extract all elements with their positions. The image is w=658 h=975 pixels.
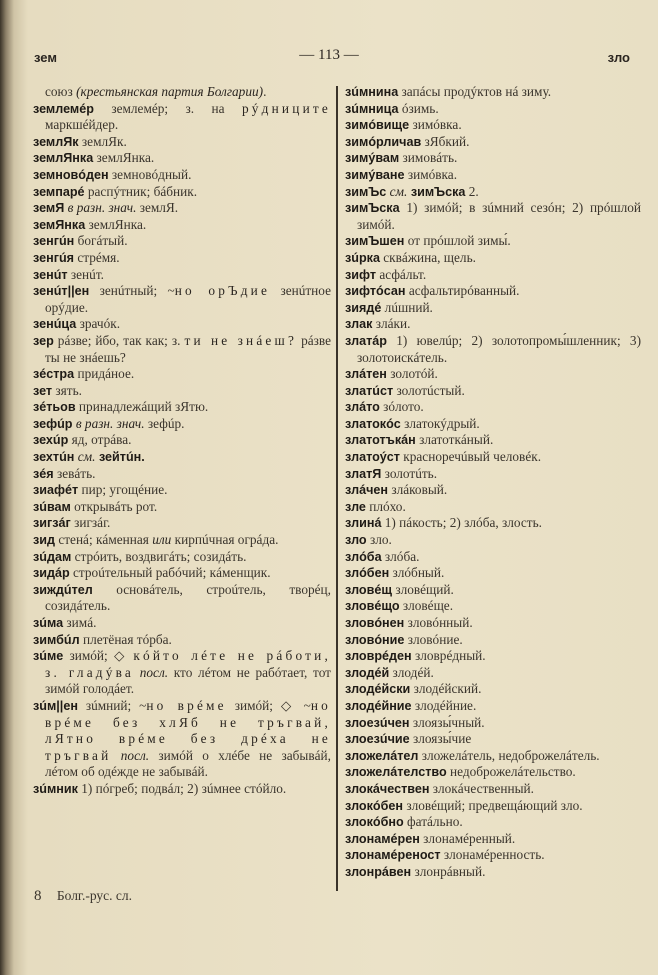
definition-text: открывáть рот. — [70, 498, 158, 514]
dictionary-entry — [345, 681, 641, 698]
signature-text: Болг.-рус. сл. — [56, 888, 132, 903]
dictionary-entry — [33, 283, 331, 316]
dictionary-entry — [345, 283, 641, 300]
dictionary-entry — [33, 781, 331, 798]
headword: злонамéрен — [345, 831, 420, 846]
definition-text: зефúр. — [144, 415, 185, 431]
headword: злáчен — [345, 483, 389, 498]
definition-text: рáзве; йбо, так как; з. — [53, 332, 185, 348]
definition-text: зимóвка. — [409, 117, 462, 133]
dictionary-entry — [33, 399, 331, 416]
headword: зехтúн — [33, 450, 75, 465]
headword: злоезúчие — [345, 732, 410, 747]
dictionary-entry — [345, 632, 641, 649]
headword: зидáр — [33, 566, 70, 581]
definition-text: фатáльно. — [403, 814, 463, 830]
italic-label: (крестьянская партия Болгарии) — [76, 84, 264, 99]
definition-text: распýтник; бáбник. — [84, 183, 198, 199]
definition-text: злокáчественный. — [429, 780, 535, 796]
headword: зенúца — [33, 317, 77, 332]
definition-text: яд, отрáва. — [68, 432, 132, 448]
dictionary-entry — [345, 366, 641, 383]
headword: зенúт — [33, 267, 68, 282]
headword: зúрка — [345, 250, 380, 265]
headword: землемéр — [33, 101, 94, 116]
definition-text: плетёная тóрба. — [79, 631, 172, 647]
dictionary-entry — [345, 814, 641, 831]
dictionary-entry — [345, 267, 641, 284]
dictionary-entry — [33, 698, 331, 781]
dictionary-entry — [345, 715, 641, 732]
definition-text: зрачóк. — [76, 316, 121, 332]
definition-text: зимóй о хлéбе не забывáй, лéтом об одéжде не забывáй. — [45, 747, 331, 780]
dictionary-entry — [33, 416, 331, 433]
dictionary-entry — [345, 167, 641, 184]
definition-text: золотúть. — [381, 465, 438, 481]
definition-text: принадлежáщий зЯтю. — [75, 399, 209, 415]
example-phrase: но орЪдие — [174, 283, 271, 299]
definition-text: земновóдный. — [108, 166, 192, 182]
dictionary-entry — [345, 598, 641, 615]
definition-text: придáное. — [74, 366, 135, 382]
headword: зехúр — [33, 433, 69, 448]
headword: зловéщ — [345, 582, 392, 597]
headword: зет — [33, 383, 53, 398]
headword: зловрéден — [345, 649, 412, 664]
headword: зенгúн — [33, 234, 75, 249]
definition-text: зенúт. — [67, 266, 104, 282]
headword: златЯ — [345, 466, 382, 481]
definition-text: рáзве ты не знáешь? — [45, 332, 331, 365]
dictionary-entry — [33, 250, 331, 267]
definition-text: недоброжелáтельство. — [446, 764, 576, 780]
dictionary-entry — [345, 449, 641, 466]
dictionary-entry — [345, 698, 641, 715]
definition-text: злóбный. — [389, 565, 445, 581]
headword: зид — [33, 533, 55, 548]
dictionary-entry — [345, 200, 641, 233]
definition-text: землЯ. — [136, 200, 179, 216]
definition-text: зенúтный; ~ — [89, 283, 175, 299]
dictionary-entry — [345, 582, 641, 599]
headword: зимЪска — [407, 184, 466, 199]
definition-text: от прóшлой зимы́. — [404, 233, 511, 249]
definition-text: кто лéтом не рабóтает, тот зимóй голодáет. — [45, 664, 331, 697]
dictionary-entry — [33, 499, 331, 516]
headword: зловóние — [345, 632, 405, 647]
definition-text: зимóвка. — [404, 166, 458, 182]
definition-text: 1) ювелúр; 2) золотопромы́шленник; 3) золотоискáтель. — [357, 332, 641, 365]
dictionary-entry — [345, 798, 641, 815]
definition-text: злáки. — [372, 316, 411, 332]
definition-text: пир; угощéние. — [78, 482, 168, 498]
column-divider — [336, 86, 338, 891]
dictionary-entry — [345, 184, 641, 201]
headword: земЯ — [33, 201, 65, 216]
headword: зловéщо — [345, 599, 400, 614]
definition-text: зловéще. — [399, 598, 454, 614]
example-phrase: но врéме — [146, 697, 227, 713]
headword: злак — [345, 317, 373, 332]
definition-text: 1) пóгреб; подвáл; 2) зúмнее стóйло. — [77, 780, 287, 796]
dictionary-entry — [345, 748, 641, 765]
definition-text: златоткáный. — [415, 432, 494, 448]
dictionary-entry — [345, 615, 641, 632]
definition-text: зимá. — [63, 615, 97, 630]
dictionary-entry — [33, 515, 331, 532]
italic-label: или — [152, 532, 172, 548]
headword: зифт — [345, 267, 377, 282]
headword: зéя — [33, 466, 54, 481]
headword: златáр — [345, 333, 387, 348]
signature-mark: 8 — [34, 888, 42, 904]
dictionary-entry — [345, 499, 641, 516]
dictionary-entry — [33, 632, 331, 649]
definition-text: землЯк. — [78, 133, 127, 149]
dictionary-entry — [33, 217, 331, 234]
headword: зиядé — [345, 300, 382, 315]
definition-text: маркшéйдер. — [45, 117, 119, 133]
definition-text: стрéмя. — [74, 249, 120, 265]
dictionary-entry — [345, 847, 641, 864]
definition-text: зловéщий; предвещáющий зло. — [403, 797, 583, 813]
headword: злонамéреност — [345, 848, 441, 863]
definition-text: злодéйние. — [411, 697, 477, 713]
definition-text: злáковый. — [388, 482, 448, 498]
italic-label: в разн. знач. — [72, 415, 145, 431]
dictionary-entry — [33, 449, 331, 466]
definition-text: зимовáть. — [399, 150, 458, 166]
dictionary-entry — [345, 399, 641, 416]
dictionary-entry — [33, 267, 331, 284]
headword: злóба — [345, 549, 382, 564]
dictionary-entry — [33, 432, 331, 449]
dictionary-entry — [345, 565, 641, 582]
dictionary-entry — [345, 482, 641, 499]
dictionary-entry — [345, 781, 641, 798]
left-column — [33, 84, 331, 798]
definition-text: кирпúчная огрáда. — [171, 532, 279, 548]
definition-text: óзимь. — [398, 100, 439, 116]
dictionary-entry — [33, 648, 331, 698]
headword: земпарé — [33, 184, 85, 199]
headword: зимýвам — [345, 151, 400, 166]
headword: златоýст — [345, 450, 400, 465]
page-footer — [34, 888, 132, 905]
headword: злодéй — [345, 665, 390, 680]
headword: зимЪшен — [345, 234, 405, 249]
example-phrase: но врéме без хлЯб не тръгвай, лЯтно врéме без дрéха не тръгвай — [45, 697, 331, 763]
definition-text: асфáльт. — [376, 266, 427, 282]
definition-text: зимóй; ◇ ~ — [226, 697, 311, 713]
headword: злокáчествен — [345, 781, 430, 796]
definition-text: . — [263, 84, 267, 99]
definition-text: 2. — [465, 183, 479, 199]
definition-text: землемéр; з. на — [93, 100, 242, 116]
headword: злóбен — [345, 566, 390, 581]
definition-text: стрóить, воздвигáть; созидáть. — [71, 548, 247, 564]
definition-text: сквáжина, щель. — [379, 249, 476, 265]
definition-text: злодéйский. — [410, 681, 482, 697]
definition-text: зловрéдный. — [411, 648, 486, 664]
headword: зиафéт — [33, 483, 79, 498]
dictionary-entry — [345, 134, 641, 151]
headword: зúвам — [33, 499, 71, 514]
headword: зúме — [33, 649, 64, 664]
definition-text: золотóй. — [386, 366, 438, 382]
definition-text: злонамéренность. — [440, 847, 545, 863]
headword: зимбúл — [33, 632, 80, 647]
headword: златокóс — [345, 416, 401, 431]
headword: зúмнина — [345, 85, 399, 99]
headword: зимóвище — [345, 118, 410, 133]
headword: земЯнка — [33, 217, 86, 232]
headword: злокóбен — [345, 798, 404, 813]
headword: зложелáтелство — [345, 765, 447, 780]
definition-text: лúшний. — [381, 299, 433, 315]
definition-text: злоязы́чный. — [409, 714, 485, 730]
headword: златúст — [345, 383, 394, 398]
dictionary-entry — [33, 316, 331, 333]
dictionary-entry — [33, 184, 331, 201]
headword: зéстра — [33, 367, 75, 382]
definition-text: запáсы продýктов нá зиму. — [398, 84, 552, 99]
dictionary-entry — [345, 383, 641, 400]
dictionary-entry — [33, 565, 331, 582]
definition-text: зложелáтель, недоброжелáтель. — [418, 747, 600, 763]
dictionary-entry — [33, 466, 331, 483]
definition-text: плóхо. — [365, 498, 406, 514]
italic-label: посл. — [134, 664, 169, 680]
headword: злинá — [345, 516, 382, 531]
headword: зúм||ен — [33, 698, 78, 713]
dictionary-entry — [345, 316, 641, 333]
dictionary-entry — [345, 466, 641, 483]
dictionary-entry — [33, 134, 331, 151]
definition-text: зевáть. — [53, 465, 96, 481]
headword: злодéйние — [345, 698, 412, 713]
italic-label: посл. — [111, 747, 150, 763]
dictionary-entry — [345, 515, 641, 532]
headword: зле — [345, 499, 366, 514]
definition-text: зúмний; ~ — [77, 697, 147, 713]
dictionary-entry — [345, 648, 641, 665]
definition-text: зенúтное орýдие. — [45, 283, 332, 315]
right-column — [345, 84, 641, 881]
headword: землЯнка — [33, 151, 94, 166]
headword: зимóрличав — [345, 134, 422, 149]
definition-text: зловóние. — [404, 631, 463, 647]
headword: зер — [33, 333, 54, 348]
dictionary-entry — [33, 615, 331, 632]
dictionary-entry — [33, 549, 331, 566]
dictionary-entry — [345, 117, 641, 134]
definition-text: злонрáвный. — [411, 863, 486, 879]
italic-label: в разн. знач. — [64, 200, 137, 216]
dictionary-entry — [33, 167, 331, 184]
dictionary-entry — [33, 366, 331, 383]
dictionary-entry — [345, 764, 641, 781]
headword: зúмник — [33, 781, 78, 796]
headword: злокóбно — [345, 815, 404, 830]
headword: зейтúн. — [95, 450, 145, 465]
dictionary-entry — [33, 582, 331, 615]
definition-text: злодéй. — [389, 664, 434, 680]
headword: земновóден — [33, 167, 109, 182]
definition-text: злóба. — [381, 548, 420, 564]
dictionary-entry — [33, 150, 331, 167]
italic-label: см. — [74, 449, 96, 465]
headword: зúдам — [33, 549, 72, 564]
headword: зéтьов — [33, 400, 76, 415]
definition-text: богáтый. — [74, 233, 128, 249]
dictionary-entry — [345, 532, 641, 549]
page-number: — 113 — — [299, 47, 359, 63]
definition-text: землЯнка. — [93, 150, 155, 166]
definition-text: основáтель, строúтель, творéц, созидáтель. — [45, 581, 331, 614]
dictionary-entry — [345, 101, 641, 118]
dictionary-entry — [345, 250, 641, 267]
dictionary-entry — [33, 233, 331, 250]
dictionary-entry — [345, 150, 641, 167]
dictionary-entry — [345, 864, 641, 881]
dictionary-entry — [33, 383, 331, 400]
definition-text: зЯбкий. — [421, 133, 470, 149]
headword: землЯк — [33, 134, 79, 149]
example-phrase: рýдниците — [241, 100, 331, 116]
headword: златотъкáн — [345, 433, 416, 448]
definition-text: злонамéренный. — [419, 830, 516, 846]
headword: зенúт||ен — [33, 284, 90, 299]
definition-text: златокýдрый. — [400, 415, 480, 431]
definition-text: 1) зимóй; в зúмний сезóн; 2) прóшлой зимóй. — [357, 200, 641, 232]
definition-text: зóлото. — [379, 399, 424, 415]
dictionary-entry — [345, 831, 641, 848]
definition-text: зимóй; ◇ — [63, 648, 134, 664]
dictionary-entry — [33, 200, 331, 217]
headword: зенгúя — [33, 250, 74, 265]
headword: зимЪс — [345, 184, 387, 199]
definition-text: золотúстый. — [393, 382, 465, 398]
headword: зúма — [33, 616, 64, 630]
dictionary-entry — [345, 432, 641, 449]
definition-text: стенá; кáменная — [55, 532, 153, 548]
dictionary-entry — [345, 665, 641, 682]
headword: зложелáтел — [345, 748, 419, 763]
dictionary-entry — [345, 84, 641, 101]
headword: злодéйски — [345, 682, 411, 697]
running-head-left: зем — [34, 50, 57, 65]
definition-text: злоязы́чие — [409, 731, 472, 747]
headword: зифтóсан — [345, 284, 406, 299]
headword: зловóнен — [345, 616, 405, 630]
headword: зúмница — [345, 101, 399, 116]
headword: зимЪска — [345, 201, 400, 216]
dictionary-entry — [345, 300, 641, 317]
headword: зефúр — [33, 416, 73, 431]
definition-text: зло. — [366, 532, 392, 548]
dictionary-entry — [33, 482, 331, 499]
running-head-right: зло — [607, 50, 630, 65]
headword: злáтен — [345, 367, 387, 382]
definition-text: зловéщий. — [392, 581, 454, 597]
dictionary-entry — [345, 416, 641, 433]
definition-text: землЯнка. — [85, 216, 147, 232]
example-phrase: кóйто лéте не рáботи, з. гладýва — [45, 648, 331, 680]
headword: зиждúтел — [33, 582, 93, 597]
italic-label: см. — [386, 183, 408, 199]
dictionary-entry — [33, 333, 331, 366]
headword: зигзáг — [33, 516, 71, 531]
dictionary-entry — [345, 333, 641, 366]
entry-continuation — [33, 84, 331, 101]
headword: злáто — [345, 400, 380, 415]
definition-text: 1) пáкость; 2) злóба, злость. — [381, 515, 542, 531]
headword: зимýване — [345, 167, 405, 182]
dictionary-entry — [345, 233, 641, 250]
dictionary-entry — [33, 101, 331, 134]
definition-text: строúтельный рабóчий; кáменщик. — [69, 565, 271, 581]
dictionary-entry — [345, 731, 641, 748]
headword: зло — [345, 533, 367, 548]
dictionary-entry — [345, 549, 641, 566]
example-phrase: ти не знáеш? — [184, 332, 298, 348]
definition-text: зять. — [52, 382, 83, 398]
headword: злоезúчен — [345, 715, 410, 730]
definition-text: зловóнный. — [404, 615, 473, 630]
definition-text: союз — [45, 84, 77, 99]
dictionary-entry — [33, 532, 331, 549]
headword: злонрáвен — [345, 864, 412, 879]
definition-text: асфальтирóванный. — [405, 283, 520, 299]
definition-text: красноречúвый человéк. — [399, 449, 542, 465]
definition-text: зигзáг. — [70, 515, 111, 531]
